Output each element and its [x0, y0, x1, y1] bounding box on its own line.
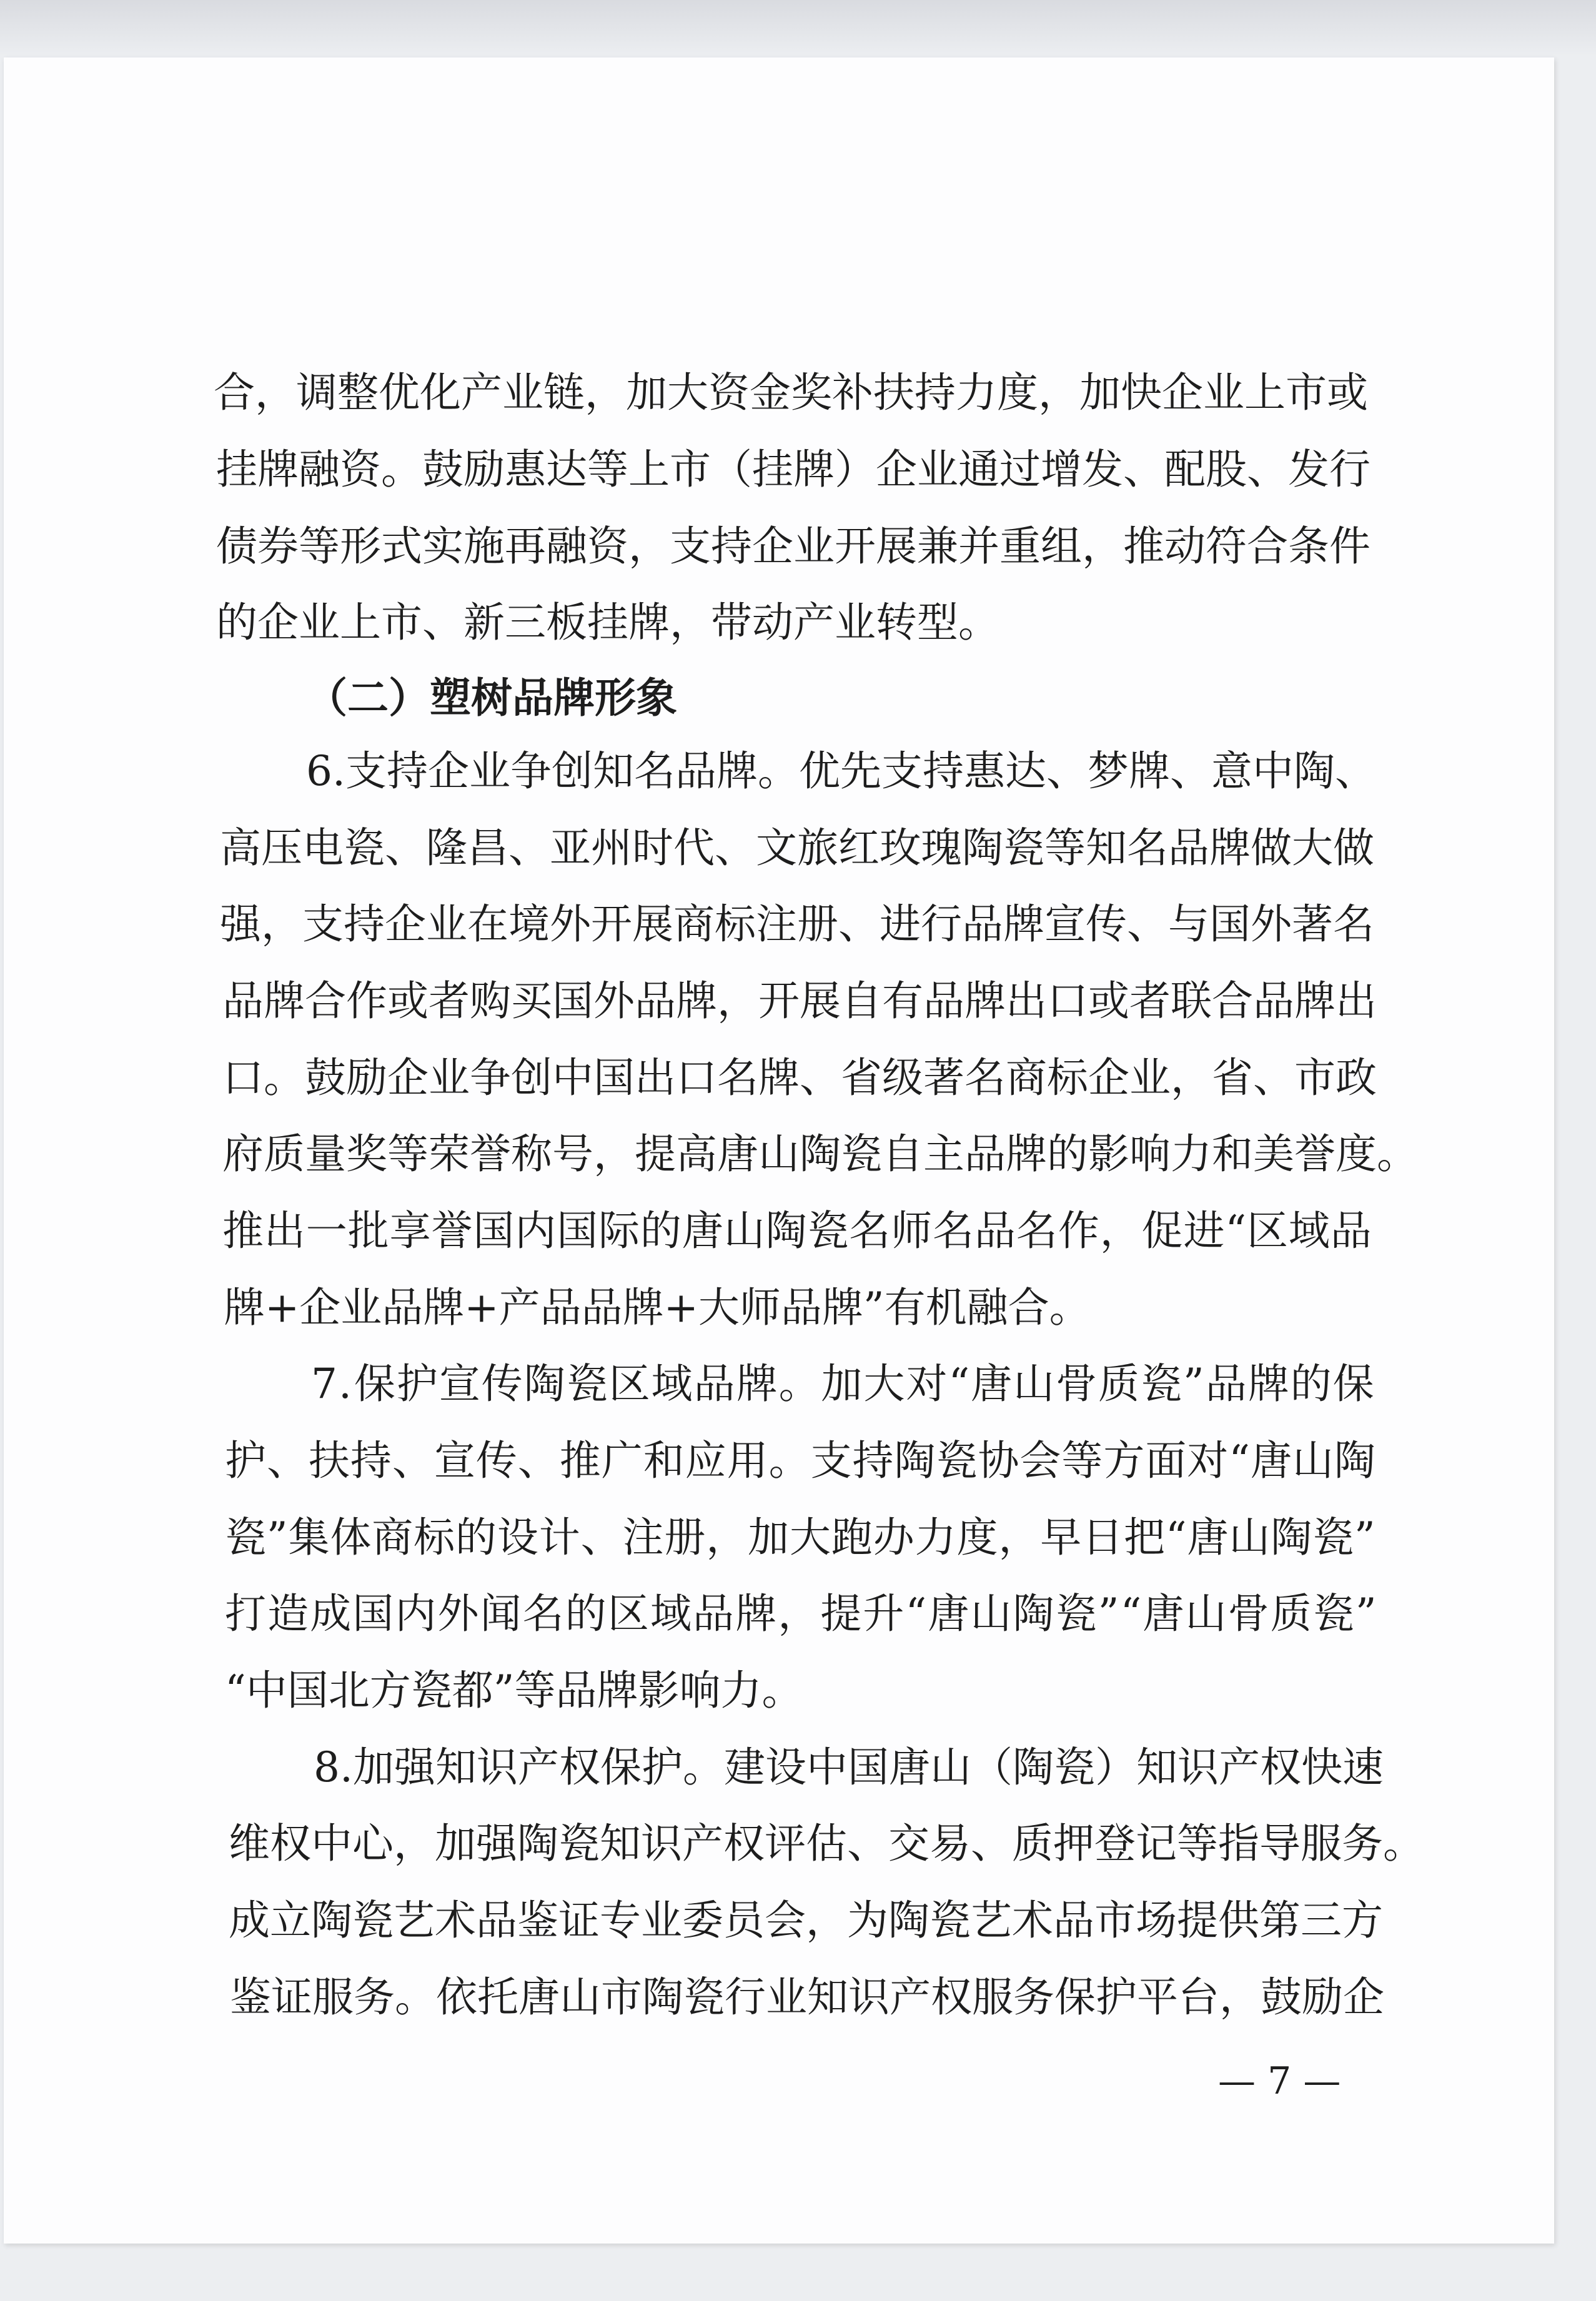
paragraph-line: 合 ， 调 整 优 化 产 业 链 ， 加 大 资 金 奖 补 扶 持 力 度 ， 加 快 企 业 上 市 或 — [214, 369, 1368, 417]
paragraph-line: 府 质 量 奖 等 荣 誉 称 号 ， 提 高 唐 山 陶 瓷 自 主 品 牌 的 影 响 力 和 美 誉 度 。 — [222, 1130, 1418, 1178]
document-page — [4, 57, 1554, 2244]
paragraph-line: 8 . 加 强 知 识 产 权 保 护 。 建 设 中 国 唐 山 （ 陶 瓷 ） 知 识 产 权 快 速 — [314, 1743, 1384, 1791]
paragraph-line: 口 。 鼓 励 企 业 争 创 中 国 出 口 名 牌 、 省 级 著 名 商 标 企 业 ， 省 、 市 政 — [222, 1054, 1377, 1102]
paragraph-line: 高 压 电 瓷 、 隆 昌 、 亚 州 时 代 、 文 旅 红 玫 瑰 陶 瓷 等 知 名 品 牌 做 大 做 — [220, 824, 1374, 872]
paragraph-line: 债 券 等 形 式 实 施 再 融 资 ， 支 持 企 业 开 展 兼 并 重 组 ， 推 动 符 合 条 件 — [216, 522, 1370, 570]
paragraph-line: 维 权 中 心 ， 加 强 陶 瓷 知 识 产 权 评 估 、 交 易 、 质 押 登 记 等 指 导 服 务 。 — [229, 1819, 1424, 1868]
paragraph-line: 6 . 支 持 企 业 争 创 知 名 品 牌 。 优 先 支 持 惠 达 、 梦 牌 、 意 中 陶 、 — [306, 747, 1376, 795]
paragraph-line: 挂 牌 融 资 。 鼓 励 惠 达 等 上 市 （ 挂 牌 ） 企 业 通 过 增 发 、 配 股 、 发 行 — [216, 445, 1370, 493]
paragraph-line: 品 牌 合 作 或 者 购 买 国 外 品 牌 ， 开 展 自 有 品 牌 出 口 或 者 联 合 品 牌 出 — [222, 977, 1377, 1025]
paragraph-line: “中国北方瓷都”等品牌影响力。 — [225, 1666, 803, 1715]
paragraph-line: 牌+企业品牌+产品品牌+大师品牌”有机融合。 — [224, 1284, 1091, 1332]
paragraph-line: 打 造 成 国 内 外 闻 名 的 区 域 品 牌 ， 提 升 “ 唐 山 陶 瓷 ” “ 唐 山 骨 质 瓷 ” — [225, 1590, 1377, 1638]
paragraph-line: 成 立 陶 瓷 艺 术 品 鉴 证 专 业 委 员 会 ， 为 陶 瓷 艺 术 品 市 场 提 供 第 三 方 — [229, 1896, 1383, 1944]
paragraph-line: 鉴 证 服 务 。 依 托 唐 山 市 陶 瓷 行 业 知 识 产 权 服 务 保 护 平 台 ， 鼓 励 企 — [230, 1973, 1384, 2021]
paragraph-line: 7 . 保 护 宣 传 陶 瓷 区 域 品 牌 。 加 大 对 “ 唐 山 骨 质 瓷 ” 品 牌 的 保 — [311, 1360, 1374, 1408]
paragraph-line: 推 出 一 批 享 誉 国 内 国 际 的 唐 山 陶 瓷 名 师 名 品 名 作 ， 促 进 “ 区 域 品 — [222, 1207, 1372, 1255]
paragraph-line: 瓷 ” 集 体 商 标 的 设 计 、 注 册 ， 加 大 跑 办 力 度 ， 早 日 把 “ 唐 山 陶 瓷 ” — [225, 1513, 1375, 1561]
paragraph-line: 护 、 扶 持 、 宣 传 、 推 广 和 应 用 。 支 持 陶 瓷 协 会 等 方 面 对 “ 唐 山 陶 — [225, 1437, 1375, 1485]
scan-background — [0, 0, 1596, 56]
section-heading: （二）塑树品牌形象 — [306, 674, 677, 722]
paragraph-line: 的企业上市、新三板挂牌，带动产业转型。 — [216, 598, 999, 646]
page-number: — 7 — — [1218, 2059, 1341, 2103]
paragraph-line: 强 ， 支 持 企 业 在 境 外 开 展 商 标 注 册 、 进 行 品 牌 宣 传 、 与 国 外 著 名 — [220, 900, 1374, 948]
